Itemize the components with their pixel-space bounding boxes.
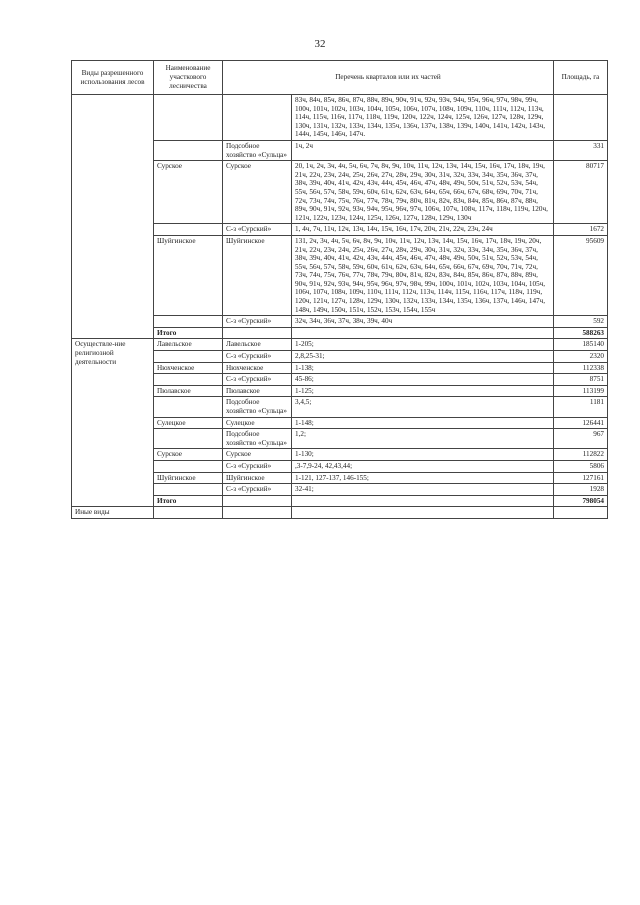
table-header-row xyxy=(72,61,608,95)
cell-quarters xyxy=(292,495,554,507)
cell-sub-forestry: Нюхченское xyxy=(223,362,292,374)
cell-forestry: Сулецкое xyxy=(154,417,223,429)
cell-quarters: 1-138; xyxy=(292,362,554,374)
cell-area: 331 xyxy=(554,140,608,160)
cell-area: 8751 xyxy=(554,374,608,386)
cell-sub-forestry: С-з «Сурский» xyxy=(223,484,292,496)
cell-quarters: 1-148; xyxy=(292,417,554,429)
cell-sub-forestry: Сурское xyxy=(223,161,292,224)
cell-quarters: 32ч, 34ч, 36ч, 37ч, 38ч, 39ч, 40ч xyxy=(292,316,554,328)
forest-use-table xyxy=(71,60,608,519)
cell-sub-forestry: Сурское xyxy=(223,449,292,461)
cell-sub-forestry: С-з «Сурский» xyxy=(223,460,292,472)
cell-use-type: Иные виды xyxy=(72,507,154,519)
cell-forestry xyxy=(154,460,223,472)
cell-area xyxy=(554,95,608,141)
cell-area: 588263 xyxy=(554,327,608,339)
cell-area: 967 xyxy=(554,429,608,449)
cell-use-type: Осуществле-ние религиозной деятельности xyxy=(72,339,154,507)
header-types: Виды разрешенного использования лесов xyxy=(72,61,154,95)
cell-forestry xyxy=(154,397,223,417)
cell-forestry xyxy=(154,316,223,328)
cell-forestry xyxy=(154,351,223,363)
cell-sub-forestry: Шуйгинское xyxy=(223,235,292,315)
cell-sub-forestry xyxy=(223,495,292,507)
cell-area: 95609 xyxy=(554,235,608,315)
cell-quarters: 20, 1ч, 2ч, 3ч, 4ч, 5ч, 6ч, 7ч, 8ч, 9ч, 10ч, 11ч, 12ч, 13ч, 14ч, 15ч, 16ч, 17ч, 18ч, 19ч, 21ч, 22ч, 23ч, 24ч, 25ч, 26ч, 27ч, 28ч, 29ч, 30ч, 31ч, 32ч, 33ч, 34ч, 35ч, 36ч, 37ч, 38ч, 39ч, 40ч, 41ч, 42ч, 43ч, 44ч, 45ч, 46ч, 47ч, 48ч, 49ч, 50ч, 51ч, 52ч, 53ч, 54ч, 55ч, 56ч, 57ч, 58ч, 59ч, 60ч, 61ч, 62ч, 63ч, 64ч, 65ч, 66ч, 67ч, 68ч, 69ч, 70ч, 71ч, 72ч, 73ч, 74ч, 75ч, 76ч, 77ч, 78ч, 79ч, 80ч, 81ч, 82ч, 83ч, 84ч, 85ч, 86ч, 87ч, 88ч, 89ч, 90ч, 91ч, 92ч, 93ч, 94ч, 95ч, 96ч, 97ч, 106ч, 107ч, 108ч, 117ч, 118ч, 119ч, 120ч, 121ч, 122ч, 123ч, 124ч, 125ч, 126ч, 127ч, 128ч, 129ч, 130ч xyxy=(292,161,554,224)
cell-sub-forestry xyxy=(223,507,292,519)
cell-sub-forestry: Подсобное хозяйство «Сульца» xyxy=(223,429,292,449)
cell-quarters: 131, 2ч, 3ч, 4ч, 5ч, 6ч, 8ч, 9ч, 10ч, 11ч, 12ч, 13ч, 14ч, 15ч, 16ч, 17ч, 18ч, 19ч, 20ч, 21ч, 22ч, 23ч, 24ч, 25ч, 26ч, 27ч, 28ч, 29ч, 30ч, 31ч, 32ч, 33ч, 34ч, 35ч, 36ч, 37ч, 38ч, 39ч, 40ч, 41ч, 42ч, 43ч, 44ч, 45ч, 46ч, 47ч, 48ч, 49ч, 50ч, 51ч, 52ч, 53ч, 54ч, 55ч, 56ч, 57ч, 58ч, 59ч, 60ч, 61ч, 62ч, 63ч, 64ч, 65ч, 66ч, 67ч, 69ч, 70ч, 71ч, 72ч, 73ч, 74ч, 75ч, 76ч, 77ч, 78ч, 79ч, 80ч, 81ч, 82ч, 83ч, 84ч, 85ч, 86ч, 87ч, 88ч, 89ч, 90ч, 91ч, 92ч, 93ч, 94ч, 95ч, 96ч, 97ч, 98ч, 99ч, 100ч, 101ч, 102ч, 103ч, 104ч, 105ч, 106ч, 107ч, 108ч, 109ч, 110ч, 111ч, 112ч, 113ч, 114ч, 115ч, 116ч, 117ч, 118ч, 119ч, 120ч, 121ч, 127ч, 128ч, 129ч, 130ч, 132ч, 133ч, 134ч, 135ч, 136ч, 137ч, 146ч, 147ч, 148ч, 149ч, 150ч, 151ч, 152ч, 153ч, 154ч, 155ч xyxy=(292,235,554,315)
cell-quarters: 2,8,25-31; xyxy=(292,351,554,363)
table-row xyxy=(72,95,608,141)
header-quarters: Перечень кварталов или их частей xyxy=(223,61,554,95)
cell-quarters xyxy=(292,327,554,339)
cell-forestry xyxy=(154,224,223,236)
table-row xyxy=(72,507,608,519)
cell-use-type xyxy=(72,95,154,339)
cell-area: 5806 xyxy=(554,460,608,472)
cell-area: 1928 xyxy=(554,484,608,496)
cell-area: 80717 xyxy=(554,161,608,224)
cell-forestry xyxy=(154,374,223,386)
cell-area: 2320 xyxy=(554,351,608,363)
cell-area: 798054 xyxy=(554,495,608,507)
page-number: 32 xyxy=(314,38,326,50)
cell-sub-forestry: С-з «Сурский» xyxy=(223,351,292,363)
cell-sub-forestry: С-з «Сурский» xyxy=(223,224,292,236)
cell-sub-forestry: Подсобное хозяйство «Сульца» xyxy=(223,397,292,417)
cell-quarters: 1,2; xyxy=(292,429,554,449)
cell-forestry xyxy=(154,484,223,496)
cell-forestry: Шуйгинское xyxy=(154,235,223,315)
cell-sub-forestry: С-з «Сурский» xyxy=(223,316,292,328)
cell-forestry: Нюхченское xyxy=(154,362,223,374)
cell-sub-forestry: Шуйгинское xyxy=(223,472,292,484)
cell-area: 112822 xyxy=(554,449,608,461)
cell-forestry xyxy=(154,507,223,519)
cell-area: 113199 xyxy=(554,385,608,397)
cell-forestry: Итого xyxy=(154,495,223,507)
cell-area: 112338 xyxy=(554,362,608,374)
cell-area xyxy=(554,507,608,519)
cell-quarters: 1-121, 127-137, 146-155; xyxy=(292,472,554,484)
cell-sub-forestry: Подсобное хозяйство «Сульца» xyxy=(223,140,292,160)
cell-quarters: 1-125; xyxy=(292,385,554,397)
cell-quarters: 45-86; xyxy=(292,374,554,386)
cell-sub-forestry xyxy=(223,327,292,339)
cell-forestry: Сурское xyxy=(154,161,223,224)
cell-sub-forestry xyxy=(223,95,292,141)
cell-area: 1181 xyxy=(554,397,608,417)
cell-area: 185140 xyxy=(554,339,608,351)
cell-forestry: Лавельское xyxy=(154,339,223,351)
cell-forestry: Итого xyxy=(154,327,223,339)
cell-quarters: 1-130; xyxy=(292,449,554,461)
cell-sub-forestry: Пюлавское xyxy=(223,385,292,397)
cell-quarters: 1ч, 2ч xyxy=(292,140,554,160)
cell-forestry xyxy=(154,95,223,141)
cell-forestry: Шуйгинское xyxy=(154,472,223,484)
cell-forestry xyxy=(154,140,223,160)
cell-quarters: 83ч, 84ч, 85ч, 86ч, 87ч, 88ч, 89ч, 90ч, 91ч, 92ч, 93ч, 94ч, 95ч, 96ч, 97ч, 98ч, 99ч, 100ч, 101ч, 102ч, 103ч, 104ч, 105ч, 106ч, 107ч, 108ч, 109ч, 110ч, 111ч, 112ч, 113ч, 114ч, 115ч, 116ч, 117ч, 118ч, 119ч, 120ч, 122ч, 124ч, 125ч, 126ч, 127ч, 128ч, 129ч, 130ч, 131ч, 132ч, 133ч, 134ч, 135ч, 136ч, 137ч, 138ч, 139ч, 140ч, 141ч, 142ч, 143ч, 144ч, 145ч, 146ч, 147ч. xyxy=(292,95,554,141)
cell-sub-forestry: Лавельское xyxy=(223,339,292,351)
cell-sub-forestry: С-з «Сурский» xyxy=(223,374,292,386)
cell-quarters xyxy=(292,507,554,519)
cell-quarters: 1-205; xyxy=(292,339,554,351)
header-forestry: Наименование участкового лесничества xyxy=(154,61,223,95)
cell-forestry xyxy=(154,429,223,449)
cell-area: 127161 xyxy=(554,472,608,484)
cell-quarters: ,3-7,9-24, 42,43,44; xyxy=(292,460,554,472)
cell-sub-forestry: Сулецкое xyxy=(223,417,292,429)
cell-forestry: Пюлавское xyxy=(154,385,223,397)
cell-area: 592 xyxy=(554,316,608,328)
cell-area: 126441 xyxy=(554,417,608,429)
header-area: Площадь, га xyxy=(554,61,608,95)
cell-quarters: 1, 4ч, 7ч, 11ч, 12ч, 13ч, 14ч, 15ч, 16ч, 17ч, 20ч, 21ч, 22ч, 23ч, 24ч xyxy=(292,224,554,236)
table-body xyxy=(72,95,608,519)
cell-quarters: 3,4,5; xyxy=(292,397,554,417)
table-row xyxy=(72,339,608,351)
cell-area: 1672 xyxy=(554,224,608,236)
cell-quarters: 32-41; xyxy=(292,484,554,496)
cell-forestry: Сурское xyxy=(154,449,223,461)
